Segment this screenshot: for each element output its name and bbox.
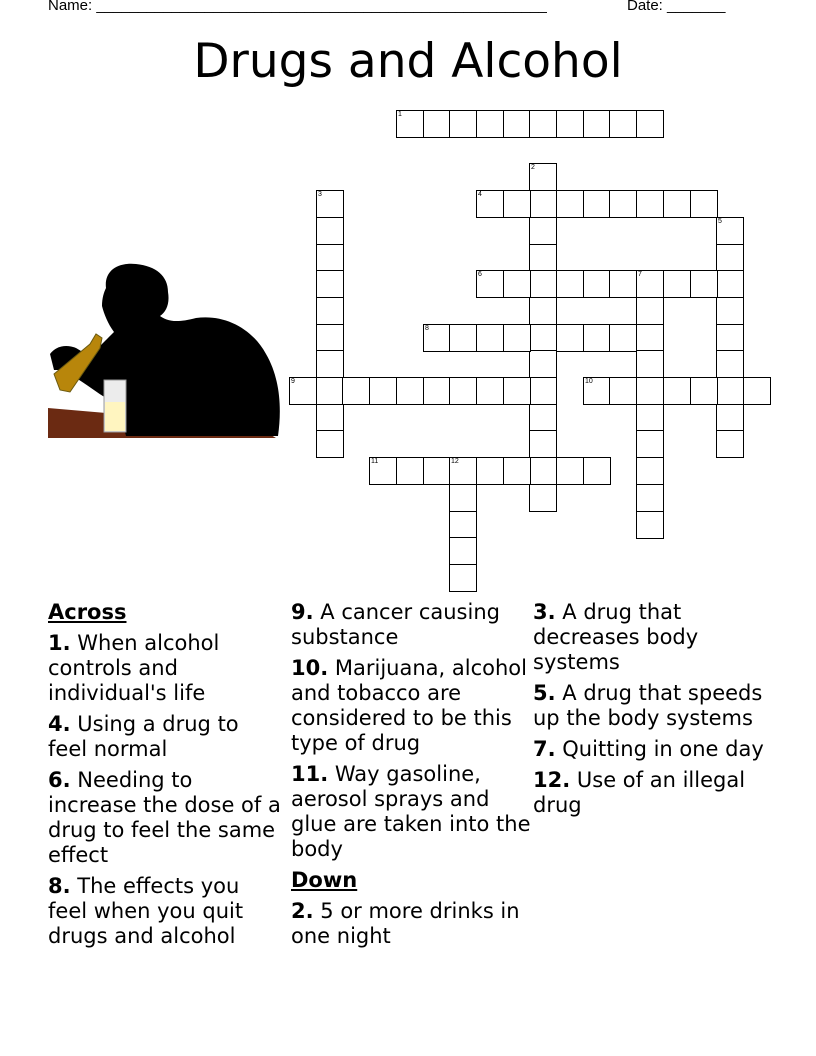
grid-cell[interactable] xyxy=(663,377,691,405)
grid-cell[interactable] xyxy=(556,190,584,218)
grid-cell[interactable] xyxy=(476,377,504,405)
cell-number: 1 xyxy=(398,111,402,118)
grid-cell[interactable] xyxy=(636,270,664,298)
grid-cell[interactable] xyxy=(529,110,557,138)
grid-cell[interactable] xyxy=(529,484,557,512)
grid-cell[interactable] xyxy=(583,110,611,138)
grid-cell[interactable] xyxy=(476,110,504,138)
cell-number: 2 xyxy=(531,164,535,171)
grid-cell[interactable] xyxy=(716,297,744,325)
clue-down-2: 2. 5 or more drinks in one night xyxy=(291,899,520,948)
cell-number: 4 xyxy=(478,191,482,198)
grid-cell[interactable] xyxy=(423,110,451,138)
grid-cell[interactable] xyxy=(609,270,637,298)
cell-number: 7 xyxy=(638,271,642,278)
grid-cell[interactable] xyxy=(529,163,557,191)
glass-liquid xyxy=(105,402,125,431)
date-field-line: Date: _______ xyxy=(627,0,726,14)
drinking-man-illustration xyxy=(46,258,284,440)
clue-across-6: 6. Needing to increase the dose of a drug to feel the same effect xyxy=(48,768,281,867)
grid-cell[interactable] xyxy=(316,217,344,245)
clue-across-4: 4. Using a drug to feel normal xyxy=(48,712,239,761)
grid-cell[interactable] xyxy=(583,270,611,298)
grid-cell[interactable] xyxy=(316,244,344,272)
grid-cell[interactable] xyxy=(556,457,584,485)
grid-cell[interactable] xyxy=(529,430,557,458)
grid-cell[interactable] xyxy=(636,457,664,485)
grid-cell[interactable] xyxy=(743,377,771,405)
grid-cell[interactable] xyxy=(316,190,344,218)
grid-cell[interactable] xyxy=(396,457,424,485)
grid-cell[interactable] xyxy=(529,244,557,272)
clue-across-11: 11. Way gasoline, aerosol sprays and glue are taken into the body xyxy=(291,762,531,861)
grid-cell[interactable] xyxy=(503,377,531,405)
grid-cell[interactable] xyxy=(716,377,744,405)
grid-cell[interactable] xyxy=(690,377,718,405)
grid-cell[interactable] xyxy=(716,217,744,245)
grid-cell[interactable] xyxy=(636,377,664,405)
grid-cell[interactable] xyxy=(503,110,531,138)
grid-cell[interactable] xyxy=(316,404,344,432)
grid-cell[interactable] xyxy=(529,457,557,485)
grid-cell[interactable] xyxy=(636,511,664,539)
grid-cell[interactable] xyxy=(369,377,397,405)
grid-cell[interactable] xyxy=(316,270,344,298)
grid-cell[interactable] xyxy=(396,377,424,405)
grid-cell[interactable] xyxy=(716,244,744,272)
grid-cell[interactable] xyxy=(476,324,504,352)
grid-cell[interactable] xyxy=(316,324,344,352)
grid-cell[interactable] xyxy=(556,324,584,352)
grid-cell[interactable] xyxy=(503,190,531,218)
grid-cell[interactable] xyxy=(556,110,584,138)
grid-cell[interactable] xyxy=(316,377,344,405)
grid-cell[interactable] xyxy=(476,190,504,218)
grid-cell[interactable] xyxy=(316,430,344,458)
grid-cell[interactable] xyxy=(583,377,611,405)
grid-cell[interactable] xyxy=(636,430,664,458)
grid-cell[interactable] xyxy=(636,484,664,512)
grid-cell[interactable] xyxy=(476,457,504,485)
grid-cell[interactable] xyxy=(316,297,344,325)
grid-cell[interactable] xyxy=(449,564,477,592)
grid-cell[interactable] xyxy=(396,110,424,138)
grid-cell[interactable] xyxy=(636,190,664,218)
grid-cell[interactable] xyxy=(342,377,370,405)
grid-cell[interactable] xyxy=(423,457,451,485)
clue-across-1: 1. When alcohol controls and individual's life xyxy=(48,631,220,705)
grid-cell[interactable] xyxy=(636,404,664,432)
clues-column-1 xyxy=(48,600,284,955)
grid-cell[interactable] xyxy=(476,270,504,298)
cell-number: 10 xyxy=(585,378,593,385)
across-heading: Across xyxy=(48,600,127,624)
grid-cell[interactable] xyxy=(583,457,611,485)
grid-cell[interactable] xyxy=(449,377,477,405)
cell-number: 9 xyxy=(291,378,295,385)
grid-cell[interactable] xyxy=(716,350,744,378)
grid-cell[interactable] xyxy=(609,324,637,352)
grid-cell[interactable] xyxy=(556,270,584,298)
grid-cell[interactable] xyxy=(529,404,557,432)
grid-cell[interactable] xyxy=(449,457,477,485)
grid-cell[interactable] xyxy=(609,110,637,138)
cell-number: 12 xyxy=(451,458,459,465)
grid-cell[interactable] xyxy=(609,377,637,405)
grid-cell[interactable] xyxy=(716,324,744,352)
name-field-line: Name: ______________________________________________________ xyxy=(48,0,547,14)
grid-cell[interactable] xyxy=(716,270,744,298)
man-drinking-silhouette-icon xyxy=(46,258,284,440)
grid-cell[interactable] xyxy=(529,297,557,325)
grid-cell[interactable] xyxy=(423,324,451,352)
clue-down-7: 7. Quitting in one day xyxy=(533,737,764,761)
grid-cell[interactable] xyxy=(636,297,664,325)
cell-number: 8 xyxy=(425,325,429,332)
grid-cell[interactable] xyxy=(716,404,744,432)
grid-cell[interactable] xyxy=(609,190,637,218)
grid-cell[interactable] xyxy=(449,511,477,539)
grid-cell[interactable] xyxy=(529,270,557,298)
clues-column-2 xyxy=(291,600,531,955)
clue-across-10: 10. Marijuana, alcohol and tobacco are considered to be this type of drug xyxy=(291,656,527,755)
grid-cell[interactable] xyxy=(449,110,477,138)
grid-cell[interactable] xyxy=(316,350,344,378)
grid-cell[interactable] xyxy=(369,457,397,485)
grid-cell[interactable] xyxy=(690,190,718,218)
grid-cell[interactable] xyxy=(449,324,477,352)
grid-cell[interactable] xyxy=(529,217,557,245)
cell-number: 3 xyxy=(318,191,322,198)
grid-cell[interactable] xyxy=(289,377,317,405)
grid-cell[interactable] xyxy=(663,270,691,298)
grid-cell[interactable] xyxy=(663,190,691,218)
grid-cell[interactable] xyxy=(636,324,664,352)
man-silhouette xyxy=(72,264,280,436)
grid-cell[interactable] xyxy=(529,324,557,352)
grid-cell[interactable] xyxy=(503,457,531,485)
cell-number: 11 xyxy=(371,458,379,465)
grid-cell[interactable] xyxy=(716,430,744,458)
grid-cell[interactable] xyxy=(449,484,477,512)
grid-cell[interactable] xyxy=(636,110,664,138)
grid-cell[interactable] xyxy=(529,350,557,378)
grid-cell[interactable] xyxy=(503,324,531,352)
grid-cell[interactable] xyxy=(529,377,557,405)
grid-cell[interactable] xyxy=(636,350,664,378)
grid-cell[interactable] xyxy=(503,270,531,298)
page-title: Drugs and Alcohol xyxy=(193,34,623,89)
cell-number: 5 xyxy=(718,218,722,225)
down-heading: Down xyxy=(291,868,358,892)
clue-down-3: 3. A drug that decreases body systems xyxy=(533,600,699,674)
cell-number: 6 xyxy=(478,271,482,278)
grid-cell[interactable] xyxy=(423,377,451,405)
clue-across-9: 9. A cancer causing substance xyxy=(291,600,500,649)
grid-cell[interactable] xyxy=(690,270,718,298)
grid-cell[interactable] xyxy=(583,324,611,352)
clue-down-5: 5. A drug that speeds up the body systems xyxy=(533,681,763,730)
clues-column-3 xyxy=(533,600,773,824)
clue-across-8: 8. The effects you feel when you quit drugs and alcohol xyxy=(48,874,244,948)
clue-down-12: 12. Use of an illegal drug xyxy=(533,768,746,817)
grid-cell[interactable] xyxy=(583,190,611,218)
grid-cell[interactable] xyxy=(529,190,557,218)
grid-cell[interactable] xyxy=(449,537,477,565)
